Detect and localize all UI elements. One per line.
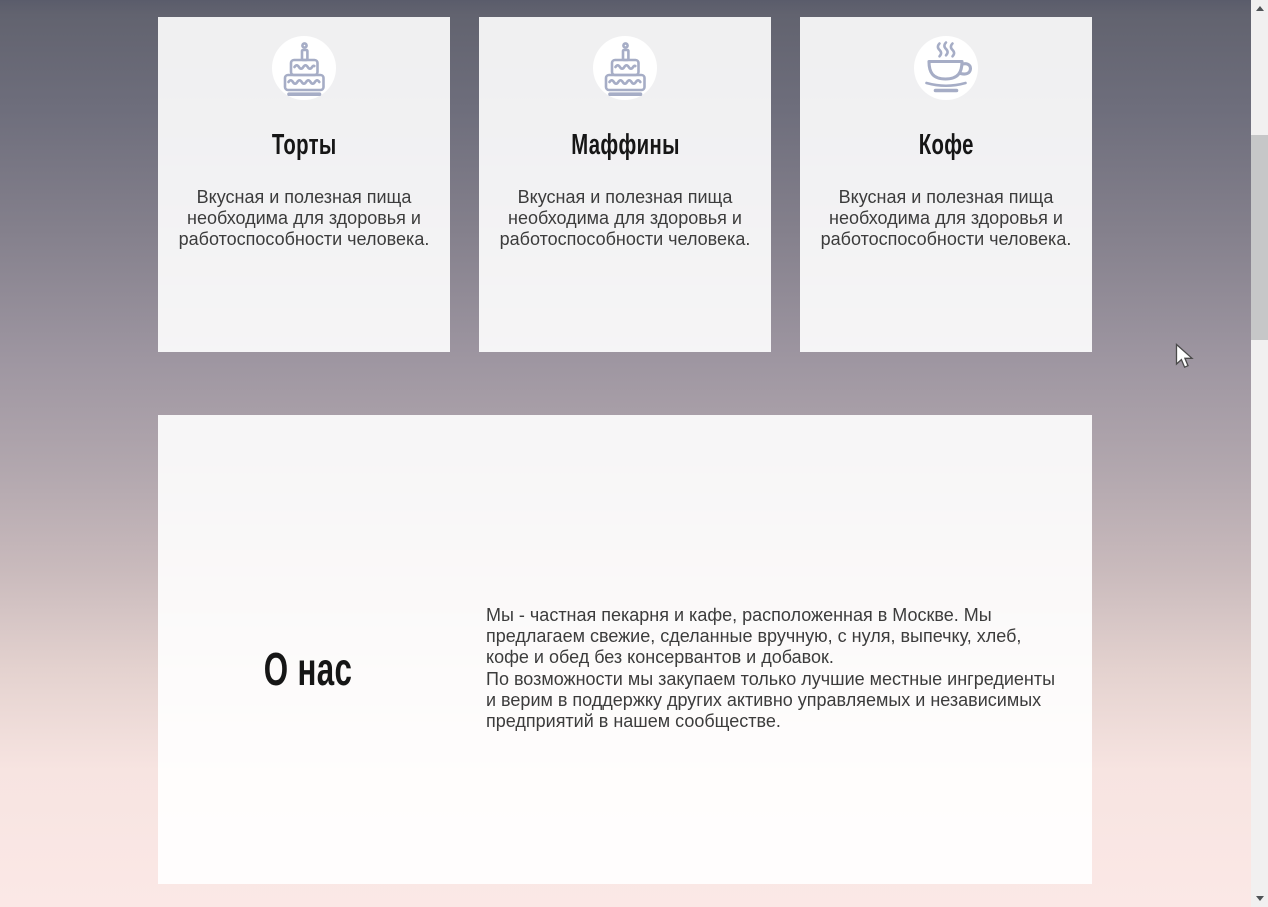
feature-card-cakes [158,17,450,352]
icon-circle [272,36,336,100]
about-text [486,605,1061,733]
coffee-icon [914,36,978,100]
about-section [158,415,1092,884]
card-description: Вкусная и полезная пища необходима для здоровья и работоспособности человека. [499,187,751,249]
card-title: Кофе [918,129,974,161]
card-title: Маффины [570,129,680,161]
scroll-up-button[interactable] [1251,0,1268,17]
scroll-down-button[interactable] [1251,890,1268,907]
about-paragraph: По возможности мы закупаем только лучшие местные ингредиенты и верим в поддержку других активно управляемых и независимых предприятий в нашем сообществе. [486,668,1056,732]
card-description: Вкусная и полезная пища необходима для здоровья и работоспособности человека. [178,187,430,249]
mouse-cursor [1175,343,1197,378]
scrollbar-thumb[interactable] [1251,135,1268,340]
feature-card-muffins [479,17,771,352]
feature-card-coffee [800,17,1092,352]
arrow-down-icon [1256,896,1264,901]
about-title: О нас [263,642,353,695]
card-description: Вкусная и полезная пища необходима для здоровья и работоспособности человека. [820,187,1072,249]
cake-icon [593,36,657,100]
cake-icon [272,36,336,100]
feature-cards-row [158,17,1092,352]
icon-circle [914,36,978,100]
vertical-scrollbar[interactable] [1251,0,1268,907]
arrow-up-icon [1256,6,1264,11]
icon-circle [593,36,657,100]
card-title: Торты [271,129,337,161]
about-paragraph: Мы - частная пекарня и кафе, расположенная в Москве. Мы предлагаем свежие, сделанные вручную, с нуля, выпечку, хлеб, кофе и обед без консервантов и добавок. [486,604,1022,668]
